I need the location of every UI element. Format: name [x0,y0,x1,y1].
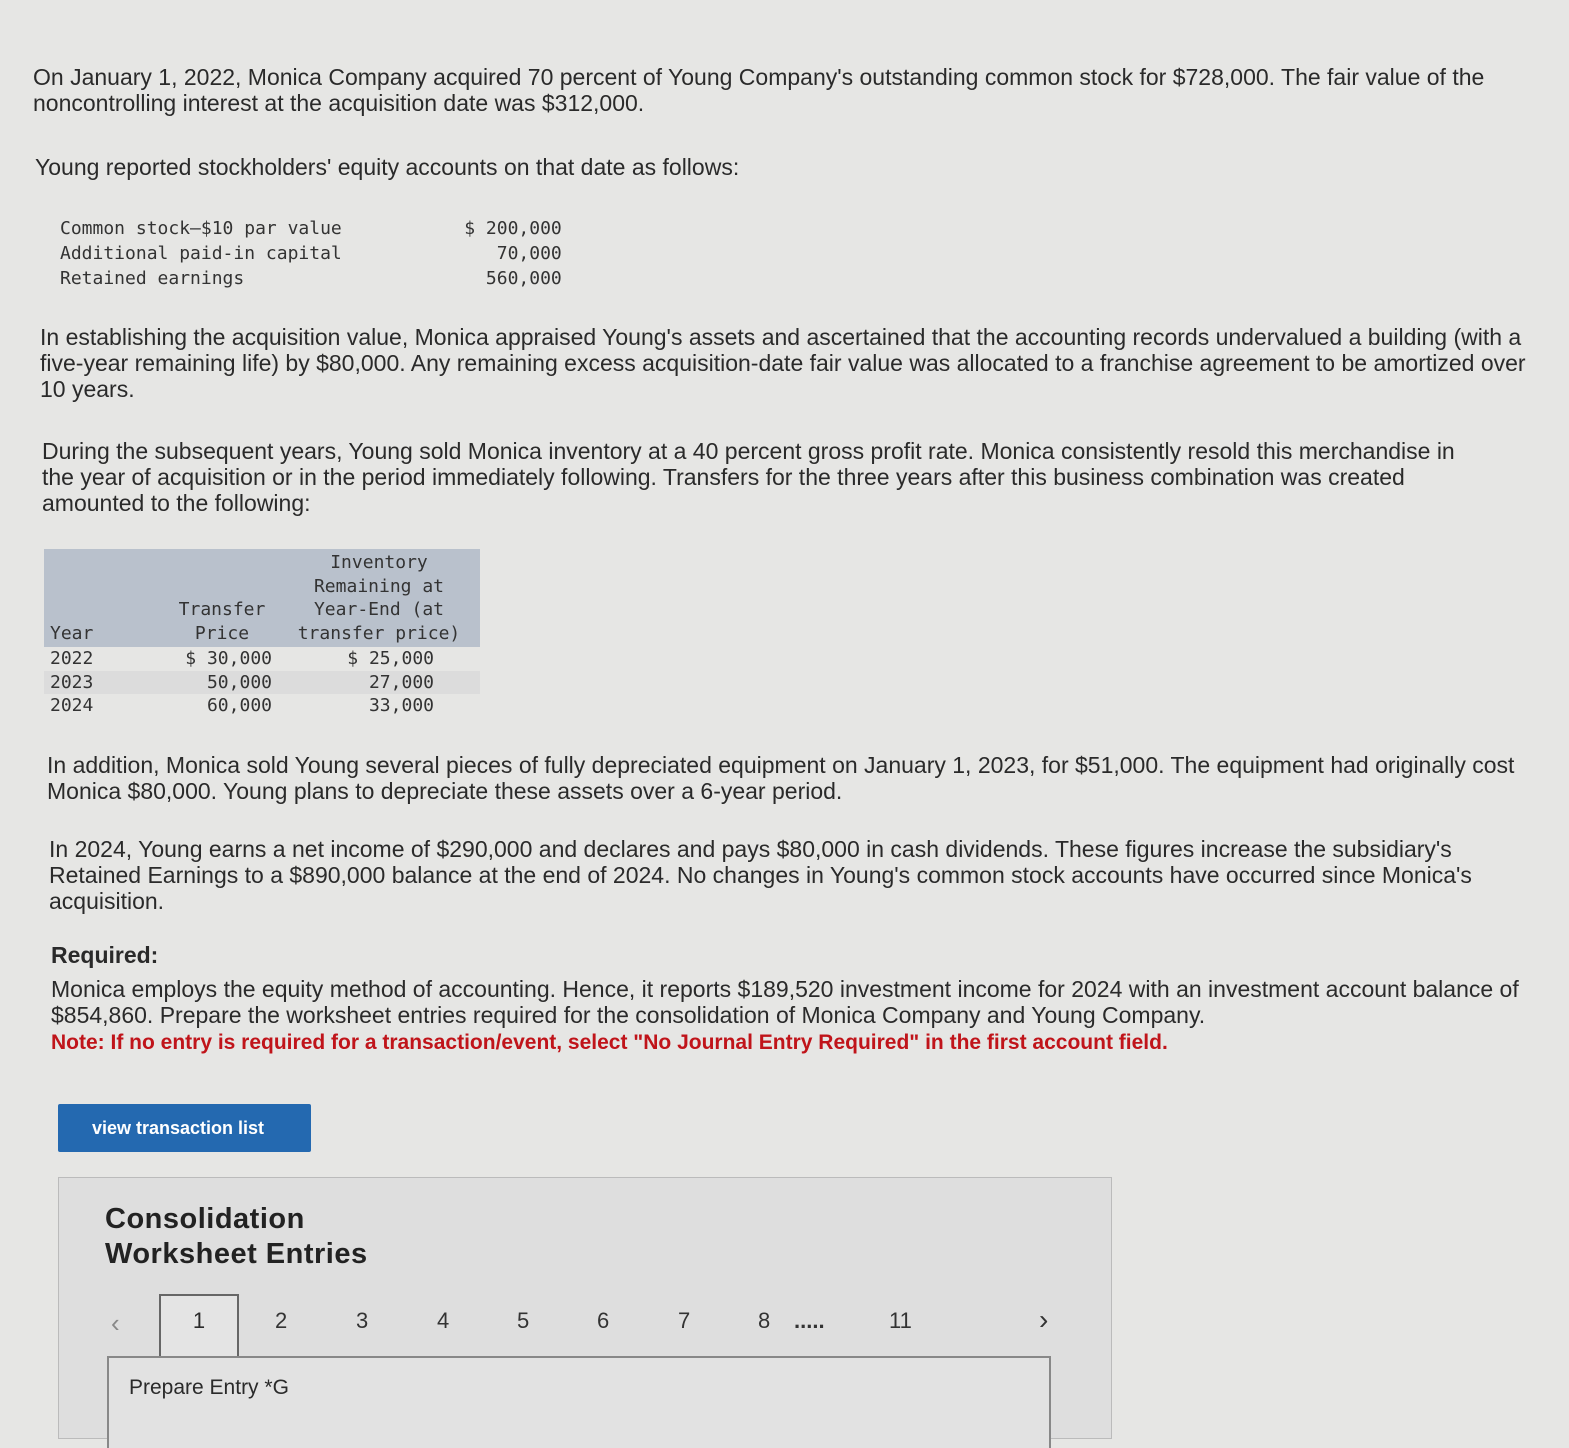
table-row: 2022 $ 30,000 $ 25,000 [50,648,434,669]
consolidation-panel [58,1177,1112,1439]
view-transaction-list-button[interactable]: view transaction list [58,1104,311,1152]
prev-page-icon[interactable]: ‹ [111,1308,120,1338]
panel-title: Consolidation Worksheet Entries [105,1203,368,1270]
equipment-paragraph: In addition, Monica sold Young several pieces of fully depreciated equipment on January 1, 2023, for $51,000. The equipment had originally cost Monica $80,000. Young plans to depreciate these assets over a 6-year period. [47,752,1515,804]
equity-row: Retained earnings 560,000 [60,268,562,289]
equity-row: Common stock—$10 par value $ 200,000 [60,218,562,239]
page-tab-1[interactable]: 1 [159,1294,239,1358]
required-text: Monica employs the equity method of accounting. Hence, it reports $189,520 investment income for 2024 with an investment account balance of $854,860. Prepare the worksheet entries required for the consolidation of Monica Company and Young Company. [51,976,1519,1028]
transfers-table: Year Transfer Price Inventory Remaining at Year-End (at transfer price) 2022 $ 30,000 $ 25,000 2023 50,000 27,000 2024 60,000 33,000 [44,549,480,718]
required-label: Required: [51,942,159,968]
page-tab-8[interactable]: 8 [758,1308,771,1333]
page-tab-7[interactable]: 7 [678,1308,691,1333]
table-row: 2024 60,000 33,000 [50,695,434,716]
page-tab-3[interactable]: 3 [356,1308,369,1333]
page-tab-5[interactable]: 5 [517,1308,530,1333]
equity-intro: Young reported stockholders' equity accounts on that date as follows: [35,154,740,180]
pager-ellipsis: ..... [794,1308,825,1333]
page-tab-2[interactable]: 2 [275,1308,288,1333]
next-page-icon[interactable]: › [1039,1304,1049,1335]
page-tab-11[interactable]: 11 [889,1308,912,1333]
appraisal-paragraph: In establishing the acquisition value, Monica appraised Young's assets and ascertained that the accounting records undervalued a building (with a five-year remaining life) by $80,000. Any remaining excess acquisition-date fair value was allocated to a franchise agreement to be amortized over 10 years. [40,324,1526,402]
intro-paragraph: On January 1, 2022, Monica Company acquired 70 percent of Young Company's outstanding common stock for $728,000. The fair value of the noncontrolling interest at the acquisition date was $312,000. [33,64,1485,116]
entry-card [107,1356,1051,1448]
inventory-paragraph: During the subsequent years, Young sold Monica inventory at a 40 percent gross profit rate. Monica consistently resold this merchandise in the year of acquisition or in the period immediately following. Transfers for the three years after this business combination was created amounted to the following: [42,438,1455,516]
equity-row: Additional paid-in capital 70,000 [60,243,562,264]
equity-table [60,216,562,291]
note-text: Note: If no entry is required for a transaction/event, select "No Journal Entry Required" in the first account field. [51,1031,1168,1054]
income-paragraph: In 2024, Young earns a net income of $290,000 and declares and pays $80,000 in cash dividends. These figures increase the subsidiary's Retained Earnings to a $890,000 balance at the end of 2024. No changes in Young's common stock accounts have occurred since Monica's acquisition. [49,836,1472,914]
page-tab-4[interactable]: 4 [437,1308,450,1333]
table-row: 2023 50,000 27,000 [44,671,480,695]
entry-pager [99,1294,1059,1358]
entry-label: Prepare Entry *G [129,1376,289,1399]
page-tab-6[interactable]: 6 [597,1308,610,1333]
